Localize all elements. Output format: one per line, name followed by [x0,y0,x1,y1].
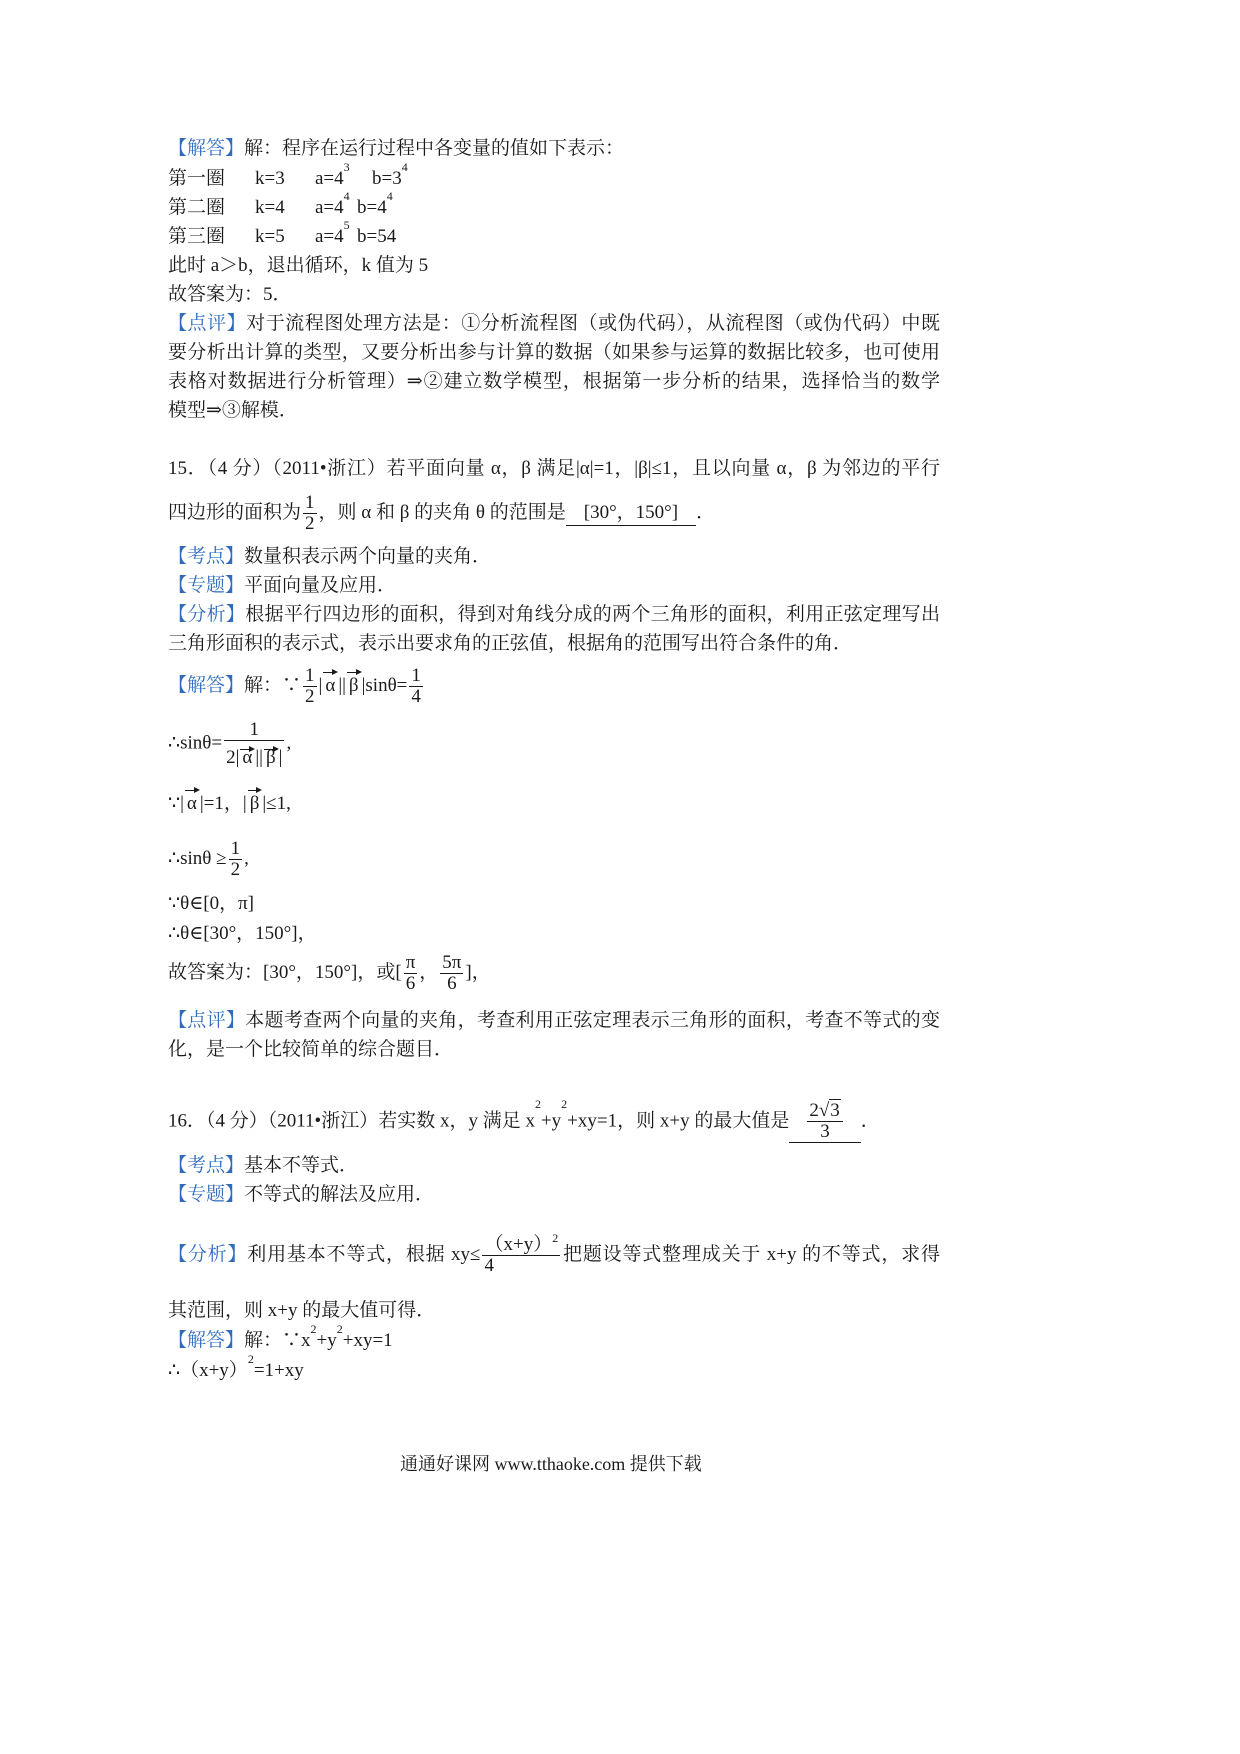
math-text: , [286,732,292,754]
exponent: 2 [247,1352,254,1366]
loop-a-exponent: 4 [343,189,350,203]
loop-a-base: a=4 [315,197,344,218]
math-text: +xy=1 [342,1330,393,1351]
fraction-denominator: 2 [305,686,315,707]
q15-fenxi-line: 三角形面积的表示式，表示出要求角的正弦值，根据角的范围写出符合条件的角． [168,633,853,654]
fraction-numerator [807,1101,842,1121]
math-text: |=1，| [199,793,247,814]
fraction [409,666,423,707]
fraction-numerator [482,1231,560,1255]
math-text: +y [316,1330,337,1351]
fraction-denominator: 6 [404,973,418,994]
answer-blank [566,501,696,526]
q16-solution-step [168,1352,940,1385]
exponent: 2 [552,1231,559,1245]
loop-row [168,189,940,222]
q15-solution-step [168,789,940,818]
fraction-denominator: 2 [305,513,315,534]
solution-tag: 【解答】 [168,1330,245,1351]
math-text: |≤1, [262,793,291,814]
fraction-numerator: 1 [305,665,315,686]
q15-zhuanti-line [168,571,940,600]
stem-text: ，则 α 和 β 的夹角 θ 的范围是 [318,501,566,523]
q15-solution-step: ∴θ∈[30°，150°]， [168,923,317,944]
answer-blank [789,1101,860,1143]
math-text: || [338,674,346,696]
exponent: 2 [310,1322,317,1336]
vector-beta: β [346,671,362,700]
kaodian-text: 基本不等式． [244,1155,359,1176]
fraction-numerator: π [405,952,416,973]
fraction-denominator: 3 [807,1121,842,1142]
stem-end: ． [860,1110,880,1132]
q15-review-line: 化，是一个比较简单的综合题目． [168,1039,454,1060]
vector-beta: β [247,789,263,818]
loop-b-exponent: 4 [401,160,408,174]
loop-k-value: k=5 [255,226,285,247]
fraction [482,1231,560,1276]
math-text: ∴sinθ [168,847,217,869]
loop-label: 第一圈 [168,168,226,189]
math-text: ∵| [168,793,184,814]
loop-a-base: a=4 [315,168,344,189]
math-text: ∴sinθ= [168,732,223,754]
q14-answer-line: 故答案为：5． [168,284,292,305]
answer-value: [30°，150°] [583,501,679,523]
loop-a-value [315,218,357,251]
vector-beta: β [263,748,279,768]
kaodian-tag: 【考点】 [168,546,245,567]
stem-text: 16．（4 分）（2011•浙江）若实数 x，y 满足 x [168,1110,535,1132]
math-text: |sinθ= [361,674,408,696]
math-text: 2| [226,747,240,768]
fenxi-tag: 【分析】 [168,604,246,625]
q16-kaodian-line [168,1151,940,1180]
fenxi-text: 利用基本不等式，根据 xy≤ [247,1243,481,1265]
loop-a-value [315,189,357,222]
loop-exit-line: 此时 a＞b，退出循环，k 值为 5 [168,255,429,276]
math-text: =1+xy [253,1360,304,1381]
q14-review-line: 模型⇒③解模． [168,400,298,421]
fenxi-text: 把题设等式整理成关于 x+y 的不等式，求得 [562,1243,940,1265]
math-text: 故答案为：[30°，150°]，或[ [168,961,402,983]
zhuanti-text: 不等式的解法及应用． [244,1184,435,1205]
stem-text: 四边形的面积为 [168,501,302,523]
q15-solution-step: ∵θ∈[0，π] [168,893,255,914]
math-text: || [255,747,263,768]
exponent: 2 [561,1097,568,1111]
q14-review-line [168,309,940,338]
fraction [229,839,243,880]
fraction [807,1101,842,1142]
q16-fenxi-line: 其范围，则 x+y 的最大值可得． [168,1300,436,1321]
loop-a-exponent: 5 [343,218,350,232]
vector-alpha: α [184,789,200,818]
math-text: ， [419,961,439,983]
fraction-numerator: 1 [249,719,260,740]
math-text: | [278,747,283,768]
fraction-numerator: 1 [230,838,241,859]
fraction [404,953,418,994]
radical-coefficient: 2 [809,1100,819,1121]
radical-sign: √ [818,1100,830,1121]
q14-solution-intro-line [168,134,940,163]
fraction-numerator: 1 [305,492,315,513]
q15-fenxi-line [168,600,940,629]
loop-b-value [357,189,393,222]
q15-stem-line [168,493,940,534]
q15-solution-step [168,720,940,768]
exponent: 2 [534,1097,541,1111]
kaodian-tag: 【考点】 [168,1155,245,1176]
fraction [303,666,317,707]
math-text: 解：∵x [244,1330,311,1351]
loop-b-exponent: 4 [386,189,393,203]
fraction-denominator: 2 [230,859,241,880]
fraction-denominator [224,740,284,768]
q15-kaodian-line [168,542,940,571]
loop-b-base: b=54 [357,226,397,247]
q16-solution-step [168,1322,940,1355]
kaodian-text: 数量积表示两个向量的夹角． [244,546,492,567]
review-text: 本题考查两个向量的夹角，考查利用正弦定理表示三角形的面积，考查不等式的变 [245,1010,940,1031]
loop-k-value: k=3 [255,168,285,189]
q15-answer-line [168,953,940,994]
fraction-numerator: 5π [442,952,462,973]
vector-alpha: α [322,671,338,700]
radicand: 3 [830,1100,840,1121]
fenxi-text: 根据平行四边形的面积，得到对角线分成的两个三角形的面积，利用正弦定理写出 [245,604,940,625]
solution-tag: 【解答】 [168,138,245,159]
solution-tag: 【解答】 [168,674,245,696]
q16-stem-line [168,1097,940,1143]
loop-a-exponent: 3 [343,160,350,174]
loop-b-value [357,222,396,251]
review-tag: 【点评】 [168,313,247,334]
stem-text: +y [540,1110,562,1132]
math-text: , [244,847,249,869]
loop-row [168,218,940,251]
fraction [224,720,284,768]
fraction-denominator: 4 [482,1255,560,1276]
math-text: 解：∵ [244,674,302,696]
loop-b-base: b=3 [372,168,402,189]
q14-review-line: 表格对数据进行分析管理）⇒②建立数学模型，根据第一步分析的结果，选择恰当的数学 [168,371,940,392]
fenxi-tag: 【分析】 [168,1243,248,1265]
loop-k-value: k=4 [255,197,285,218]
vector-alpha: α [239,748,255,768]
loop-b-base: b=4 [357,197,387,218]
stem-end: ． [696,501,716,523]
loop-row [168,160,940,193]
zhuanti-text: 平面向量及应用． [244,575,397,596]
exponent: 2 [336,1322,343,1336]
q15-review-line [168,1006,940,1035]
review-tag: 【点评】 [168,1010,246,1031]
math-text: | [318,674,323,696]
q16-fenxi-line [168,1231,940,1276]
solution-intro: 解：程序在运行过程中各变量的值如下表示： [244,138,625,159]
review-text: 对于流程图处理方法是：①分析流程图（或伪代码），从流程图（或伪代码）中既 [246,313,940,334]
fraction-numerator: 1 [411,665,421,686]
math-text: （x+y） [484,1234,553,1255]
relation-symbol: ≥ [216,847,227,869]
fraction [440,953,463,994]
page-footer: 通通好课网 www.tthaoke.com 提供下载 [400,1454,702,1474]
zhuanti-tag: 【专题】 [168,1184,245,1205]
q14-review-line: 要分析出计算的类型，又要分析出参与计算的数据（如果参与运算的数据比较多，也可使用 [168,342,940,363]
math-text: ∴（x+y） [168,1360,248,1381]
loop-a-base: a=4 [315,226,344,247]
math-text: ]， [465,961,491,983]
loop-label: 第二圈 [168,197,226,218]
zhuanti-tag: 【专题】 [168,575,245,596]
q15-solution-step [168,839,940,880]
fraction-denominator: 6 [440,973,463,994]
stem-text: +xy=1，则 x+y 的最大值是 [567,1110,790,1132]
fraction-denominator: 4 [411,686,421,707]
q16-zhuanti-line [168,1180,940,1209]
q15-stem-line: 15．（4 分）（2011•浙江）若平面向量 α，β 满足|α|=1，|β|≤1，且以向量 α，β 为邻边的平行 [168,458,940,479]
loop-label: 第三圈 [168,226,226,247]
q15-solution-step [168,666,940,707]
fraction [303,493,317,534]
